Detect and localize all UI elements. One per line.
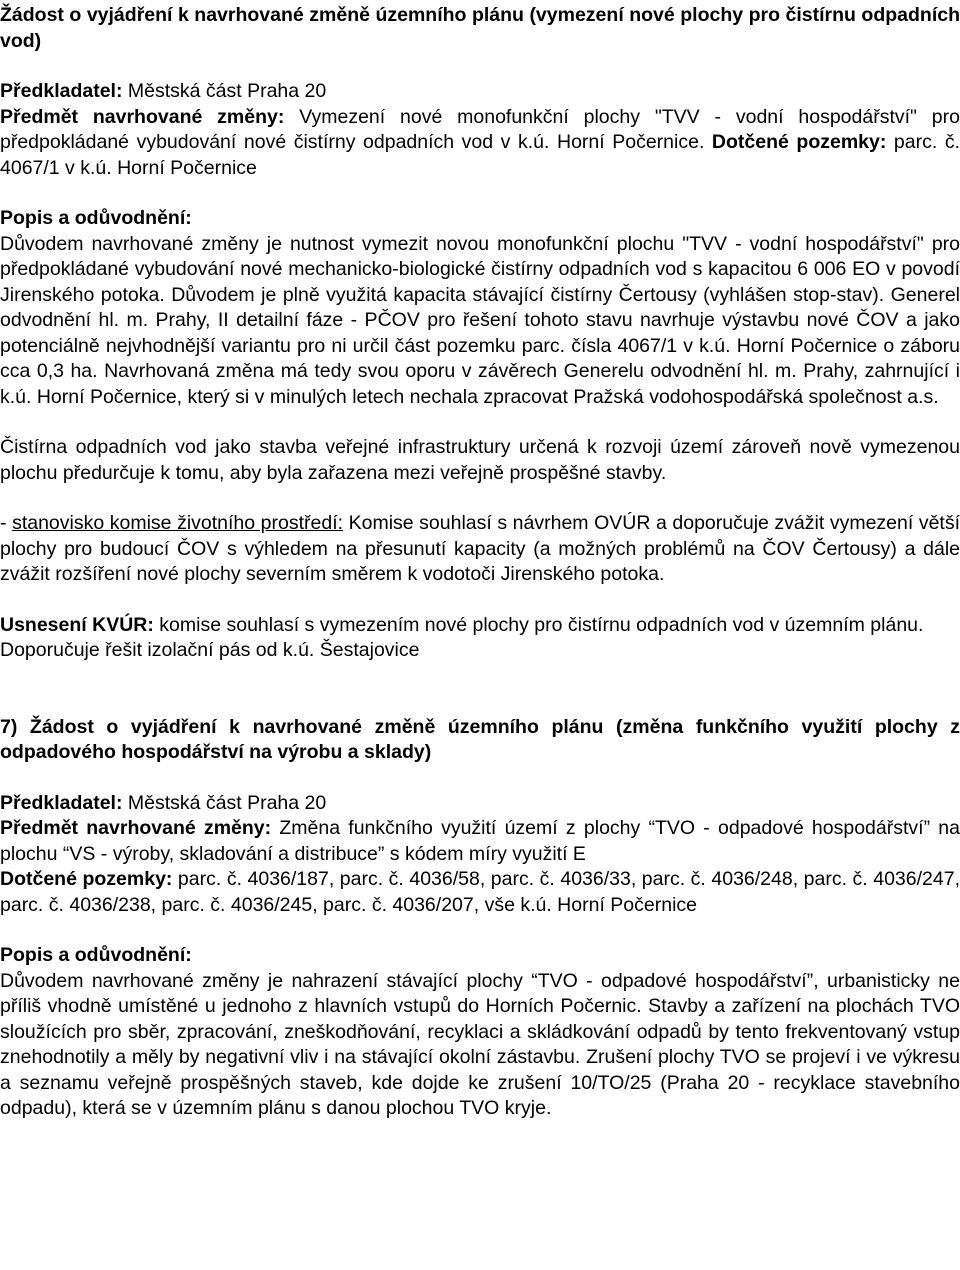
item6-reason-label: Popis a odůvodnění: — [0, 207, 192, 229]
item6-environment-committee-opinion: - stanovisko komise životního prostředí: Komise souhlasí s návrhem OVÚR a doporučuje zvážit vymezení větší plochy pro budoucí ČOV s výhledem na přesunutí kapacity (a možných problémů na ČOV Čertousy) a dále zvážit rozšíření nové plochy severním směrem k vodotoči Jirenského potoka. — [0, 512, 960, 585]
item6-reason-text: Důvodem navrhované změny je nutnost vymezit novou monofunkční plochu "TVV - vodní hospodářství" pro předpokládané vybudování nové mechanicko-biologické čistírny odpadních vod s kapacitou 6 006 EO v povodí Jirenského potoka. Důvodem je plně využitá kapacita stávající čistírny Čertousy (vyhlášen stop-stav). Generel odvodnění hl. m. Prahy, II detailní fáze - PČOV pro řešení tohoto stavu navrhuje výstavbu nové ČOV a jako potenciálně nejvhodnější variantu pro ni určil část pozemku parc. čísla 4067/1 v k.ú. Horní Počernice o záboru cca 0,3 ha. Navrhovaná změna má tedy svou oporu v závěrech Generelu odvodnění hl. m. Prahy, zahrnující i k.ú. Horní Počernice, který si v minulých letech nechala zpracovat Pražská vodohospodářská společnost a.s. — [0, 232, 960, 408]
item6-heading: Žádost o vyjádření k navrhované změně územního plánu (vymezení nové plochy pro čistírnu odpadních vod) — [0, 4, 960, 52]
item6-submitter: Předkladatel: Městská část Praha 20 — [0, 80, 327, 102]
item6-public-infrastructure-paragraph: Čistírna odpadních vod jako stavba veřejné infrastruktury určená k rozvoji území zároveň nově vymezenou plochu předurčuje k tomu, aby byla zařazena mezi veřejně prospěšné stavby. — [0, 436, 960, 484]
item7-submitter: Předkladatel: Městská část Praha 20 — [0, 791, 327, 814]
item7-reason-label: Popis a odůvodnění: — [0, 944, 192, 966]
item7-parcels: Dotčené pozemky: parc. č. 4036/187, parc. č. 4036/58, parc. č. 4036/33, parc. č. 4036/248, parc. č. 4036/247, parc. č. 4036/238, parc. č. 4036/245, parc. č. 4036/207, vše k.ú. Horní Počernice — [0, 868, 960, 916]
item6-resolution: Usnesení KVÚR: komise souhlasí s vymezením nové plochy pro čistírnu odpadních vod v územním plánu. Doporučuje řešit izolační pás od k.ú. Šestajovice — [0, 613, 924, 661]
item6-meta — [0, 79, 960, 181]
item6-subject: Předmět navrhované změny: Vymezení nové monofunkční plochy "TVV - vodní hospodářství" pro předpokládané vybudování nové čistírny odpadních vod v k.ú. Horní Počernice. Dotčené pozemky: parc. č. 4067/1 v k.ú. Horní Počernice — [0, 105, 960, 179]
item7-meta — [0, 791, 960, 919]
item7-heading: 7) Žádost o vyjádření k navrhované změně územního plánu (změna funkčního využití plochy z odpadového hospodářství na výrobu a sklady) — [0, 715, 960, 763]
item7-subject: Předmět navrhované změny: Změna funkčního využití území z plochy “TVO - odpadové hospodářství” na plochu “VS - výroby, skladování a distribuce” s kódem míry využití E — [0, 817, 960, 865]
item7-reason-text: Důvodem navrhované změny je nahrazení stávající plochy “TVO - odpadové hospodářství”, urbanisticky ne příliš vhodně umístěné u jednoho z hlavních vstupů do Horních Počernic. Stavby a zařízení na plochách TVO sloužících pro sběr, zpracování, zneškodňování, recyklaci a skládkování odpadů by tento frekventovaný vstup znehodnotily a měly by negativní vliv i na stávající okolní zástavbu. Zrušení plochy TVO se projeví i ve výkresu a seznamu veřejně prospěšných staveb, kde dojde ke zrušení 10/TO/25 (Praha 20 - recyklace stavebního odpadu), která se v územním plánu s danou plochou TVO kryje. — [0, 969, 960, 1119]
document-page — [0, 3, 960, 1122]
